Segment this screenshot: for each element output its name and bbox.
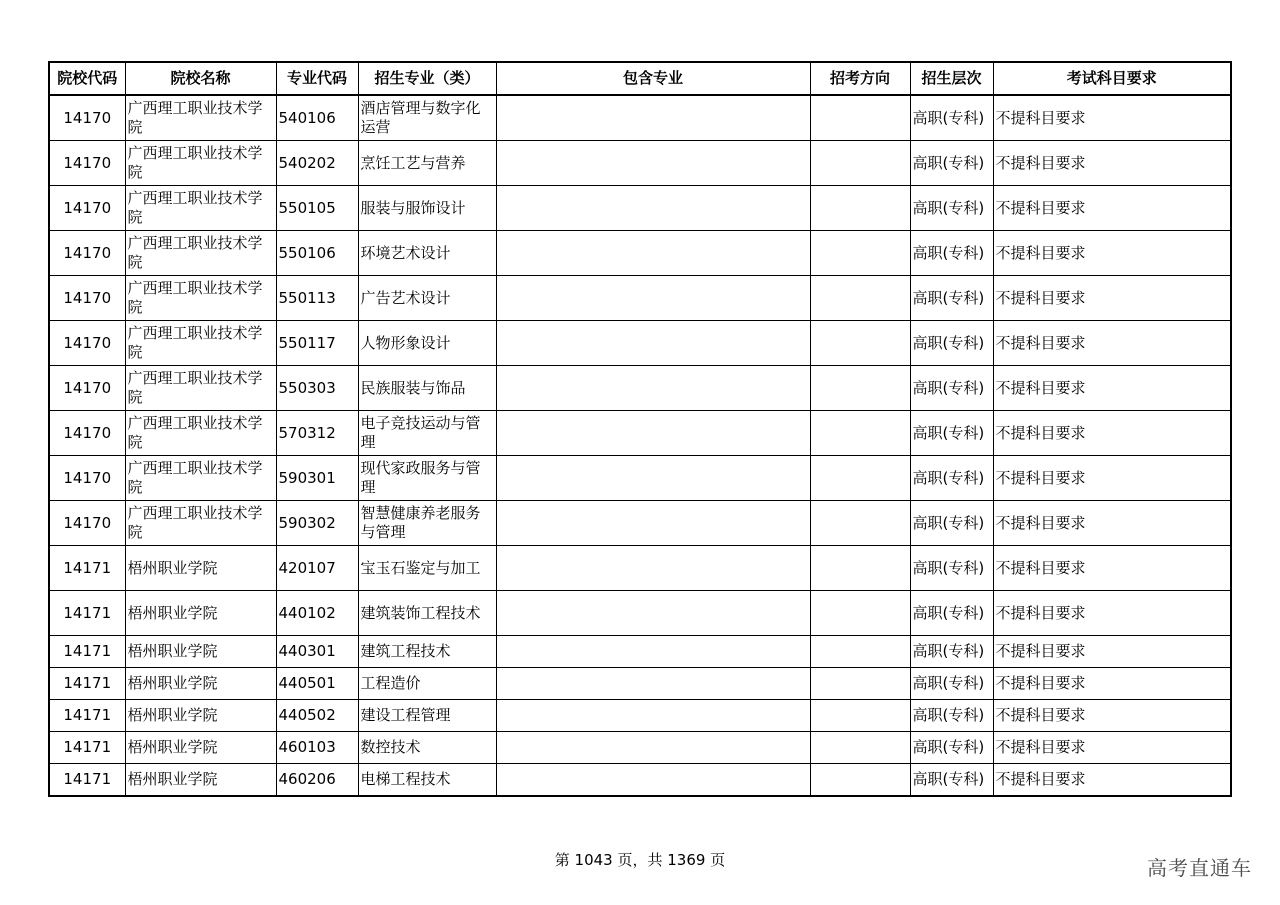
cell-major: 数控技术 xyxy=(358,732,496,764)
cell-direction xyxy=(810,732,910,764)
cell-requirement: 不提科目要求 xyxy=(993,456,1231,501)
cell-direction xyxy=(810,636,910,668)
cell-requirement: 不提科目要求 xyxy=(993,411,1231,456)
cell-major: 人物形象设计 xyxy=(358,321,496,366)
cell-major-code: 550105 xyxy=(276,186,358,231)
cell-major-code: 440502 xyxy=(276,700,358,732)
cell-school-name: 梧州职业学院 xyxy=(125,591,276,636)
cell-school-code: 14171 xyxy=(49,636,125,668)
cell-school-code: 14171 xyxy=(49,732,125,764)
cell-level: 高职(专科) xyxy=(910,546,993,591)
cell-school-name: 广西理工职业技术学院 xyxy=(125,456,276,501)
cell-included-majors xyxy=(496,732,810,764)
cell-included-majors xyxy=(496,366,810,411)
cell-included-majors xyxy=(496,764,810,797)
cell-major: 电子竞技运动与管理 xyxy=(358,411,496,456)
table-row xyxy=(49,591,1231,636)
cell-requirement: 不提科目要求 xyxy=(993,636,1231,668)
cell-major-code: 460206 xyxy=(276,764,358,797)
cell-major-code: 440501 xyxy=(276,668,358,700)
cell-direction xyxy=(810,231,910,276)
cell-school-code: 14170 xyxy=(49,231,125,276)
cell-school-name: 广西理工职业技术学院 xyxy=(125,141,276,186)
cell-included-majors xyxy=(496,546,810,591)
header-school-code: 院校代码 xyxy=(49,62,125,95)
cell-school-name: 广西理工职业技术学院 xyxy=(125,95,276,141)
cell-major: 工程造价 xyxy=(358,668,496,700)
cell-major: 环境艺术设计 xyxy=(358,231,496,276)
table-body xyxy=(49,95,1231,796)
cell-level: 高职(专科) xyxy=(910,141,993,186)
table-row xyxy=(49,732,1231,764)
cell-level: 高职(专科) xyxy=(910,636,993,668)
cell-major-code: 570312 xyxy=(276,411,358,456)
header-direction: 招考方向 xyxy=(810,62,910,95)
cell-requirement: 不提科目要求 xyxy=(993,501,1231,546)
cell-major-code: 540106 xyxy=(276,95,358,141)
cell-major: 宝玉石鉴定与加工 xyxy=(358,546,496,591)
cell-major: 建筑装饰工程技术 xyxy=(358,591,496,636)
cell-level: 高职(专科) xyxy=(910,231,993,276)
cell-included-majors xyxy=(496,321,810,366)
cell-included-majors xyxy=(496,231,810,276)
cell-school-code: 14170 xyxy=(49,456,125,501)
cell-major-code: 550106 xyxy=(276,231,358,276)
cell-school-name: 广西理工职业技术学院 xyxy=(125,321,276,366)
cell-school-name: 梧州职业学院 xyxy=(125,636,276,668)
header-level: 招生层次 xyxy=(910,62,993,95)
cell-school-name: 广西理工职业技术学院 xyxy=(125,366,276,411)
cell-major-code: 440102 xyxy=(276,591,358,636)
header-requirement: 考试科目要求 xyxy=(993,62,1231,95)
cell-requirement: 不提科目要求 xyxy=(993,95,1231,141)
cell-major-code: 420107 xyxy=(276,546,358,591)
cell-included-majors xyxy=(496,411,810,456)
cell-level: 高职(专科) xyxy=(910,276,993,321)
table-row xyxy=(49,321,1231,366)
cell-included-majors xyxy=(496,456,810,501)
table-row xyxy=(49,231,1231,276)
cell-direction xyxy=(810,141,910,186)
cell-included-majors xyxy=(496,591,810,636)
table-row xyxy=(49,141,1231,186)
header-major-code: 专业代码 xyxy=(276,62,358,95)
cell-included-majors xyxy=(496,668,810,700)
table-row xyxy=(49,456,1231,501)
table-row xyxy=(49,366,1231,411)
cell-school-name: 广西理工职业技术学院 xyxy=(125,501,276,546)
watermark: 高考直通车 xyxy=(1147,856,1252,880)
cell-direction xyxy=(810,321,910,366)
cell-direction xyxy=(810,456,910,501)
cell-level: 高职(专科) xyxy=(910,456,993,501)
cell-level: 高职(专科) xyxy=(910,700,993,732)
cell-requirement: 不提科目要求 xyxy=(993,276,1231,321)
cell-direction xyxy=(810,366,910,411)
page-number: 第 1043 页，共 1369 页 xyxy=(554,851,726,869)
cell-level: 高职(专科) xyxy=(910,411,993,456)
cell-school-code: 14171 xyxy=(49,700,125,732)
cell-school-code: 14170 xyxy=(49,141,125,186)
cell-major: 酒店管理与数字化运营 xyxy=(358,95,496,141)
cell-direction xyxy=(810,700,910,732)
cell-requirement: 不提科目要求 xyxy=(993,231,1231,276)
cell-major: 服装与服饰设计 xyxy=(358,186,496,231)
cell-major: 电梯工程技术 xyxy=(358,764,496,797)
cell-requirement: 不提科目要求 xyxy=(993,700,1231,732)
table-row xyxy=(49,501,1231,546)
cell-major-code: 590301 xyxy=(276,456,358,501)
cell-direction xyxy=(810,186,910,231)
cell-level: 高职(专科) xyxy=(910,668,993,700)
cell-school-code: 14171 xyxy=(49,546,125,591)
table-row xyxy=(49,276,1231,321)
cell-major: 民族服装与饰品 xyxy=(358,366,496,411)
cell-level: 高职(专科) xyxy=(910,732,993,764)
table-row xyxy=(49,546,1231,591)
cell-level: 高职(专科) xyxy=(910,186,993,231)
cell-school-name: 广西理工职业技术学院 xyxy=(125,231,276,276)
cell-school-code: 14170 xyxy=(49,366,125,411)
cell-major: 烹饪工艺与营养 xyxy=(358,141,496,186)
header-school-name: 院校名称 xyxy=(125,62,276,95)
table-row xyxy=(49,764,1231,797)
cell-school-name: 广西理工职业技术学院 xyxy=(125,411,276,456)
cell-direction xyxy=(810,668,910,700)
cell-included-majors xyxy=(496,700,810,732)
cell-major: 现代家政服务与管理 xyxy=(358,456,496,501)
cell-school-code: 14171 xyxy=(49,668,125,700)
cell-included-majors xyxy=(496,95,810,141)
cell-requirement: 不提科目要求 xyxy=(993,732,1231,764)
cell-direction xyxy=(810,276,910,321)
table-row xyxy=(49,411,1231,456)
cell-major-code: 550117 xyxy=(276,321,358,366)
cell-major: 建筑工程技术 xyxy=(358,636,496,668)
cell-requirement: 不提科目要求 xyxy=(993,186,1231,231)
cell-included-majors xyxy=(496,501,810,546)
cell-direction xyxy=(810,95,910,141)
cell-requirement: 不提科目要求 xyxy=(993,591,1231,636)
cell-major-code: 550113 xyxy=(276,276,358,321)
cell-school-name: 梧州职业学院 xyxy=(125,700,276,732)
cell-major-code: 460103 xyxy=(276,732,358,764)
cell-included-majors xyxy=(496,186,810,231)
cell-school-name: 梧州职业学院 xyxy=(125,732,276,764)
cell-school-code: 14171 xyxy=(49,764,125,797)
cell-direction xyxy=(810,764,910,797)
cell-requirement: 不提科目要求 xyxy=(993,668,1231,700)
cell-major: 广告艺术设计 xyxy=(358,276,496,321)
cell-major: 建设工程管理 xyxy=(358,700,496,732)
cell-school-code: 14170 xyxy=(49,411,125,456)
cell-school-code: 14170 xyxy=(49,501,125,546)
cell-major-code: 590302 xyxy=(276,501,358,546)
cell-requirement: 不提科目要求 xyxy=(993,546,1231,591)
cell-included-majors xyxy=(496,276,810,321)
cell-school-code: 14170 xyxy=(49,276,125,321)
cell-level: 高职(专科) xyxy=(910,591,993,636)
table-row xyxy=(49,95,1231,141)
cell-school-code: 14170 xyxy=(49,95,125,141)
cell-direction xyxy=(810,591,910,636)
header-included-majors: 包含专业 xyxy=(496,62,810,95)
table-row xyxy=(49,186,1231,231)
cell-included-majors xyxy=(496,141,810,186)
cell-direction xyxy=(810,501,910,546)
table-row xyxy=(49,636,1231,668)
cell-school-code: 14171 xyxy=(49,591,125,636)
cell-direction xyxy=(810,411,910,456)
cell-included-majors xyxy=(496,636,810,668)
cell-major-code: 440301 xyxy=(276,636,358,668)
cell-requirement: 不提科目要求 xyxy=(993,764,1231,797)
cell-direction xyxy=(810,546,910,591)
cell-level: 高职(专科) xyxy=(910,501,993,546)
cell-level: 高职(专科) xyxy=(910,366,993,411)
cell-requirement: 不提科目要求 xyxy=(993,321,1231,366)
cell-level: 高职(专科) xyxy=(910,321,993,366)
cell-school-code: 14170 xyxy=(49,321,125,366)
cell-requirement: 不提科目要求 xyxy=(993,141,1231,186)
cell-level: 高职(专科) xyxy=(910,764,993,797)
cell-requirement: 不提科目要求 xyxy=(993,366,1231,411)
table-row xyxy=(49,700,1231,732)
cell-school-name: 梧州职业学院 xyxy=(125,546,276,591)
cell-school-name: 梧州职业学院 xyxy=(125,764,276,797)
cell-major: 智慧健康养老服务与管理 xyxy=(358,501,496,546)
admissions-table xyxy=(48,61,1232,797)
cell-school-name: 梧州职业学院 xyxy=(125,668,276,700)
table-row xyxy=(49,668,1231,700)
cell-school-name: 广西理工职业技术学院 xyxy=(125,186,276,231)
cell-major-code: 550303 xyxy=(276,366,358,411)
header-major: 招生专业（类） xyxy=(358,62,496,95)
cell-school-name: 广西理工职业技术学院 xyxy=(125,276,276,321)
cell-school-code: 14170 xyxy=(49,186,125,231)
table-header-row xyxy=(49,62,1231,95)
cell-major-code: 540202 xyxy=(276,141,358,186)
cell-level: 高职(专科) xyxy=(910,95,993,141)
